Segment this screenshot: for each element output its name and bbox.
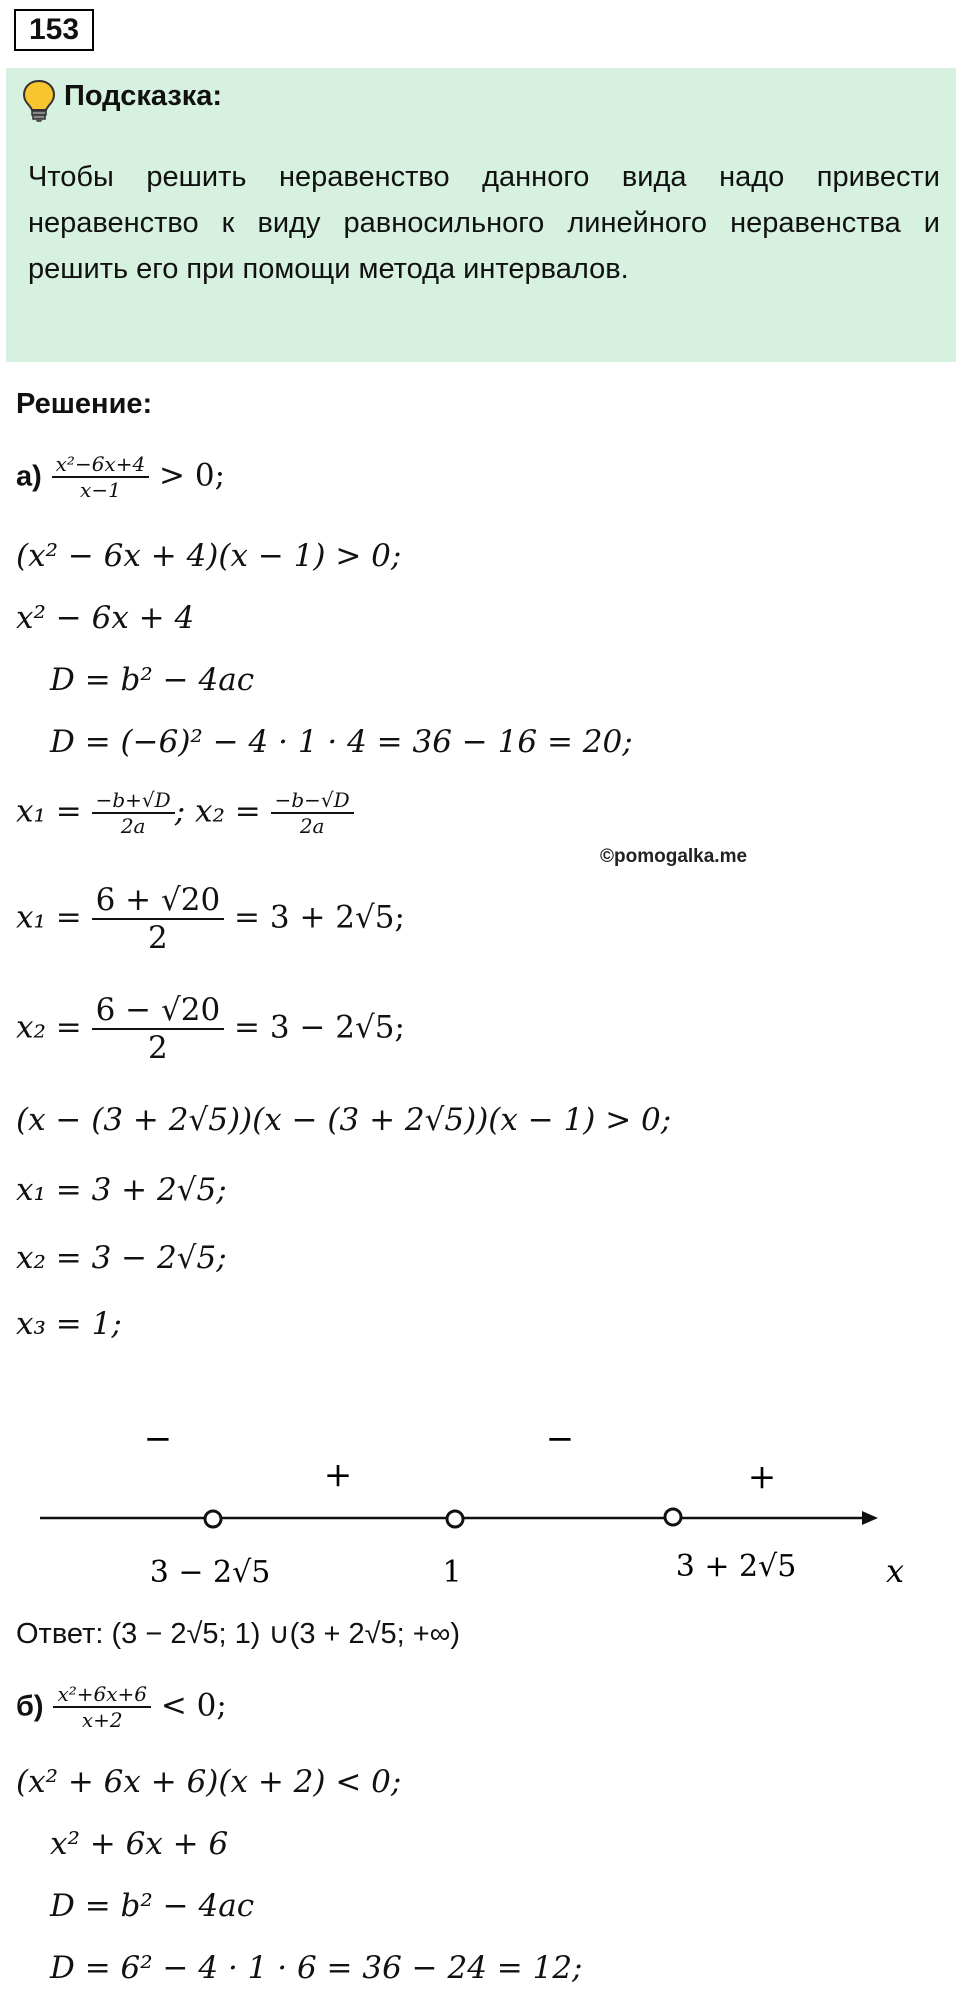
sign-interval: + (747, 1457, 777, 1497)
answer-a: Ответ: (3 − 2√5; 1) ∪(3 + 2√5; +∞) (16, 1618, 461, 1650)
axis-label: x (885, 1552, 905, 1590)
open-point (447, 1511, 463, 1527)
x1-result: = 3 + 2√5; (224, 899, 405, 936)
numerator: x²+6x+6 (53, 1682, 151, 1708)
math-line: D = b² − 4ac (50, 662, 255, 698)
watermark: ©pomogalka.me (600, 846, 748, 867)
problem-number: 153 (14, 9, 94, 51)
open-point (665, 1509, 681, 1525)
math-line: (x² + 6x + 6)(x + 2) < 0; (16, 1764, 402, 1800)
numerator: 6 − √20 (92, 992, 225, 1030)
math-line: x₂ = 3 − 2√5; (16, 1240, 227, 1276)
fraction (92, 992, 225, 1066)
inequality-rest: < 0; (150, 1687, 227, 1724)
denominator: x−1 (80, 478, 121, 502)
number-line (0, 1400, 960, 1600)
x2-calculation (16, 992, 405, 1066)
hint-box (6, 68, 956, 362)
part-a-inequality (16, 452, 225, 502)
x2-result: = 3 − 2√5; (224, 1009, 405, 1046)
x2-lhs: x₂ = (16, 1009, 92, 1046)
math-line: D = (−6)² − 4 · 1 · 4 = 36 − 16 = 20; (50, 724, 633, 760)
numerator: −b−√D (271, 788, 354, 814)
math-line: (x − (3 + 2√5))(x − (3 + 2√5))(x − 1) > 0; (16, 1102, 672, 1138)
x1-calculation (16, 882, 405, 956)
separator: ; x₂ = (174, 793, 271, 830)
part-b-inequality (16, 1682, 227, 1732)
point-label: 3 − 2√5 (149, 1555, 271, 1590)
denominator: 2a (299, 814, 325, 838)
math-line: D = 6² − 4 · 1 · 6 = 36 − 24 = 12; (50, 1950, 583, 1986)
fraction (52, 452, 150, 502)
inequality-rest: > 0; (149, 457, 226, 494)
axis-arrow-icon (862, 1511, 878, 1525)
numerator: 6 + √20 (92, 882, 225, 920)
numerator: −b+√D (92, 788, 175, 814)
denominator: 2 (148, 920, 168, 956)
x1-lhs: x₁ = (16, 793, 92, 830)
math-line: D = b² − 4ac (50, 1888, 255, 1924)
solution-label: Решение: (16, 388, 153, 420)
sign-interval: + (323, 1455, 353, 1495)
math-line: x₁ = 3 + 2√5; (16, 1172, 227, 1208)
math-line: x₃ = 1; (16, 1306, 122, 1342)
denominator: 2 (148, 1030, 168, 1066)
math-line: (x² − 6x + 4)(x − 1) > 0; (16, 538, 402, 574)
point-label: 3 + 2√5 (675, 1549, 797, 1584)
part-b-label: б) (16, 1690, 44, 1723)
point-label: 1 (442, 1555, 462, 1590)
lightbulb-icon (20, 78, 58, 124)
x1-lhs: x₁ = (16, 899, 92, 936)
sign-interval: − (545, 1419, 575, 1459)
roots-formula (16, 788, 354, 838)
numerator: x²−6x+4 (52, 452, 150, 478)
open-point (205, 1511, 221, 1527)
hint-text: Чтобы решить неравенство данного вида надо привести неравенство к виду равносильного линейного неравенства и решить его при помощи метода интервалов. (28, 161, 940, 285)
fraction (271, 788, 354, 838)
sign-interval: − (143, 1419, 173, 1459)
math-line: x² + 6x + 6 (50, 1826, 229, 1862)
part-a-label: а) (16, 460, 42, 493)
hint-title: Подсказка: (64, 80, 223, 112)
fraction (92, 788, 175, 838)
math-line: x² − 6x + 4 (16, 600, 195, 636)
denominator: x+2 (81, 1708, 123, 1732)
fraction (92, 882, 225, 956)
fraction (53, 1682, 151, 1732)
denominator: 2a (120, 814, 146, 838)
